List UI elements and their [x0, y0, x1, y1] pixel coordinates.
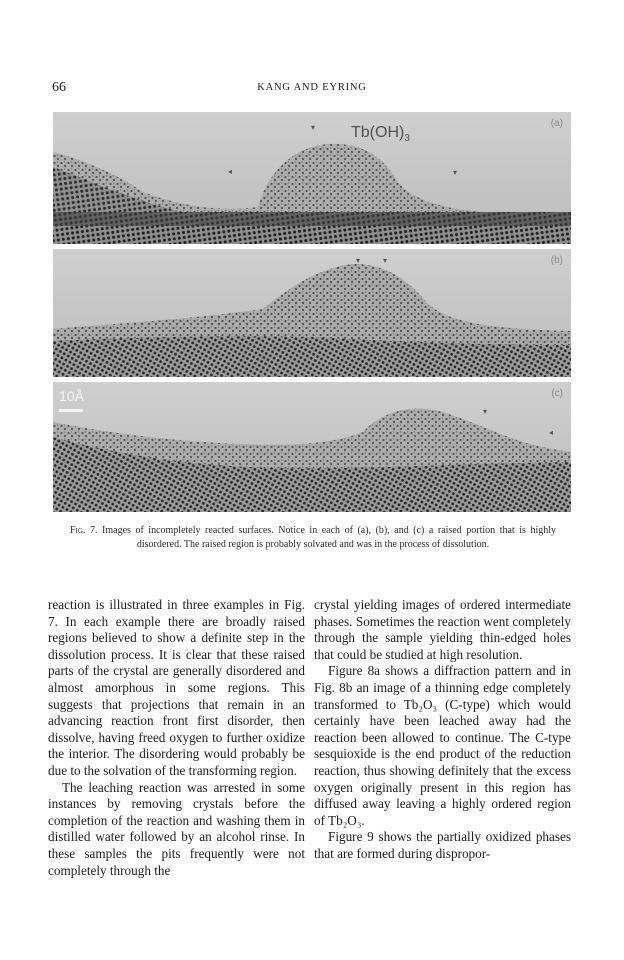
page-number: 66	[52, 80, 66, 95]
svg-text:▾: ▾	[311, 123, 316, 132]
svg-text:▾: ▾	[356, 256, 361, 265]
svg-text:▾: ▾	[483, 407, 488, 416]
caption-figure-number: Fig. 7.	[70, 525, 98, 536]
figure-7	[53, 112, 571, 512]
svg-text:▾: ▾	[453, 168, 458, 177]
running-head: KANG AND EYRING	[257, 82, 367, 93]
phase-label: $Tb(OH)_3$	[351, 124, 410, 145]
svg-text:▾: ▾	[383, 256, 388, 265]
micrograph-panel-b	[53, 249, 571, 377]
caption-text: Images of incompletely reacted surfaces. Notice in each of (a), (b), and (c) a raised portion that is highly disordered. The raised region is probably solvated and was in the process of dissolution.	[102, 525, 556, 550]
paragraph: reaction is illustrated in three examples in Fig. 7. In each example there are broadly raised regions believed to show a definite step in the dissolution process. It is clear that these raised parts of the crystal are generally disordered and almost amorphous in some regions. This suggests that projections that remain in an advancing reaction front first disorder, then dissolve, having freed oxygen to further oxidize the interior. The disordering would probably be due to the solvation of the transforming region.	[48, 597, 305, 778]
scale-bar-label: 10Å	[59, 388, 84, 404]
paragraph: Figure 9 shows the partially oxidized phases that are formed during dispropor-	[314, 829, 571, 861]
paragraph: crystal yielding images of ordered intermediate phases. Sometimes the reaction went completely through the sample yielding thin-edged holes that could be studied at high resolution.	[314, 597, 571, 662]
svg-text:◂: ◂	[549, 428, 554, 437]
micrograph-panel-a	[53, 112, 571, 244]
scale-bar	[59, 409, 83, 412]
panel-label-b: (b)	[550, 255, 563, 266]
micrograph-panel-c	[53, 382, 571, 512]
svg-text:◂: ◂	[228, 167, 233, 176]
text-column-left	[48, 597, 305, 879]
figure-caption	[70, 524, 556, 552]
paragraph: The leaching reaction was arrested in some instances by removing crystals before the completion of the reaction and washing them in distilled water followed by an alcohol rinse. In these samples the pits frequently were not completely through the	[48, 779, 305, 878]
panel-label-a: (a)	[550, 118, 563, 129]
text-column-right	[314, 597, 571, 863]
paragraph: Figure 8a shows a diffraction pattern and in Fig. 8b an image of a thinning edge completely transformed to Tb₂O₃ (C-type) which would certainly have been leached away had the reaction been allowed to continue. The C-type sesquioxide is the end product of the reduction reaction, thus showing definitely that the excess oxygen originally present in this region has diffused away leaving a highly ordered region of Tb₂O₃.	[314, 663, 571, 828]
panel-label-c: (c)	[551, 388, 563, 399]
